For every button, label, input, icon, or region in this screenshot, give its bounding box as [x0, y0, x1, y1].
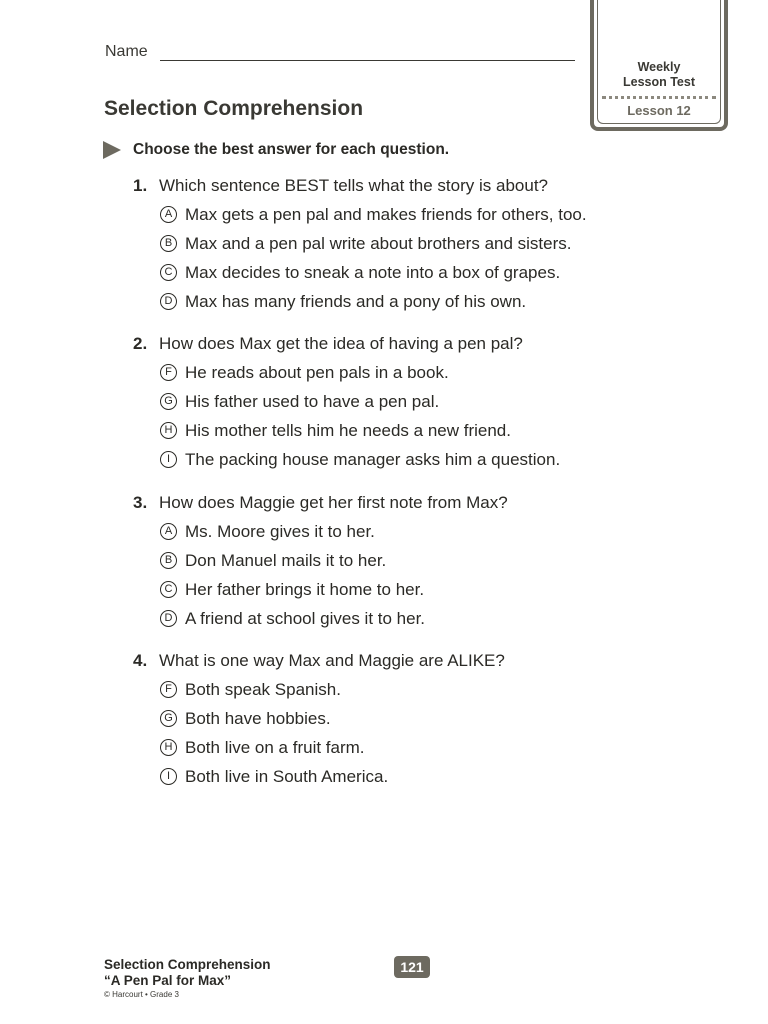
answer-bubble[interactable]: F [160, 681, 177, 698]
answer-option[interactable] [133, 736, 653, 765]
arrow-icon [103, 141, 121, 159]
answer-option[interactable] [133, 203, 653, 232]
answer-text: He reads about pen pals in a book. [185, 363, 449, 382]
question-number: 3. [133, 493, 148, 512]
answer-text: Both speak Spanish. [185, 680, 341, 699]
lesson-tab [590, 0, 728, 131]
answer-bubble[interactable]: I [160, 768, 177, 785]
answer-bubble[interactable]: F [160, 364, 177, 381]
answer-bubble[interactable]: B [160, 235, 177, 252]
question-text: How does Max get the idea of having a pen pal? [159, 334, 523, 353]
answer-option[interactable] [133, 607, 653, 636]
answer-text: Don Manuel mails it to her. [185, 551, 387, 570]
answer-text: Both live on a fruit farm. [185, 738, 365, 757]
question-number: 2. [133, 334, 148, 353]
name-blank-line[interactable] [160, 60, 575, 61]
question-number: 1. [133, 176, 148, 195]
name-row [105, 43, 575, 65]
answer-bubble[interactable]: D [160, 610, 177, 627]
question-number: 4. [133, 651, 148, 670]
footer [104, 957, 271, 1001]
footer-story-title: “A Pen Pal for Max” [104, 973, 232, 988]
answer-text: Max decides to sneak a note into a box of grapes. [185, 263, 561, 282]
answer-text: His mother tells him he needs a new friend. [185, 421, 511, 440]
footer-section-title: Selection Comprehension [104, 957, 271, 972]
answer-bubble[interactable]: A [160, 523, 177, 540]
lesson-tab-divider [602, 96, 716, 99]
page-title: Selection Comprehension [104, 97, 364, 120]
question-1 [133, 174, 653, 319]
answer-option[interactable] [133, 520, 653, 549]
answer-option[interactable] [133, 578, 653, 607]
answer-bubble[interactable]: B [160, 552, 177, 569]
answer-option[interactable] [133, 232, 653, 261]
answer-option[interactable] [133, 361, 653, 390]
answer-text: A friend at school gives it to her. [185, 609, 426, 628]
answer-option[interactable] [133, 707, 653, 736]
answer-text: His father used to have a pen pal. [185, 392, 440, 411]
answer-text: Both live in South America. [185, 767, 389, 786]
answer-option[interactable] [133, 390, 653, 419]
answer-text: The packing house manager asks him a question. [185, 450, 561, 469]
question-text: How does Maggie get her first note from Max? [159, 493, 508, 512]
answer-bubble[interactable]: C [160, 264, 177, 281]
answer-option[interactable] [133, 290, 653, 319]
answer-text: Max has many friends and a pony of his own. [185, 292, 527, 311]
answer-option[interactable] [133, 448, 653, 477]
answer-option[interactable] [133, 419, 653, 448]
answer-bubble[interactable]: I [160, 451, 177, 468]
answer-text: Max and a pen pal write about brothers and sisters. [185, 234, 572, 253]
lesson-tab-title [594, 60, 724, 90]
answer-bubble[interactable]: G [160, 710, 177, 727]
question-text: Which sentence BEST tells what the story is about? [159, 176, 548, 195]
lesson-tab-line1: Weekly [637, 60, 681, 74]
answer-option[interactable] [133, 261, 653, 290]
answer-bubble[interactable]: H [160, 422, 177, 439]
question-2 [133, 332, 653, 477]
question-3 [133, 491, 653, 636]
answer-text: Max gets a pen pal and makes friends for others, too. [185, 205, 587, 224]
answer-option[interactable] [133, 678, 653, 707]
lesson-number: Lesson 12 [627, 103, 691, 118]
answer-text: Her father brings it home to her. [185, 580, 425, 599]
answer-bubble[interactable]: G [160, 393, 177, 410]
question-text: What is one way Max and Maggie are ALIKE? [159, 651, 505, 670]
page-number: 121 [394, 956, 430, 978]
answer-option[interactable] [133, 549, 653, 578]
answer-option[interactable] [133, 765, 653, 794]
answer-bubble[interactable]: A [160, 206, 177, 223]
footer-copyright: © Harcourt • Grade 3 [104, 990, 179, 999]
name-label: Name [105, 43, 148, 60]
answer-bubble[interactable]: H [160, 739, 177, 756]
instructions-text: Choose the best answer for each question. [133, 141, 450, 158]
question-4 [133, 649, 653, 794]
answer-bubble[interactable]: D [160, 293, 177, 310]
lesson-tab-line2: Lesson Test [622, 75, 695, 89]
answer-text: Ms. Moore gives it to her. [185, 522, 375, 541]
answer-bubble[interactable]: C [160, 581, 177, 598]
answer-text: Both have hobbies. [185, 709, 331, 728]
